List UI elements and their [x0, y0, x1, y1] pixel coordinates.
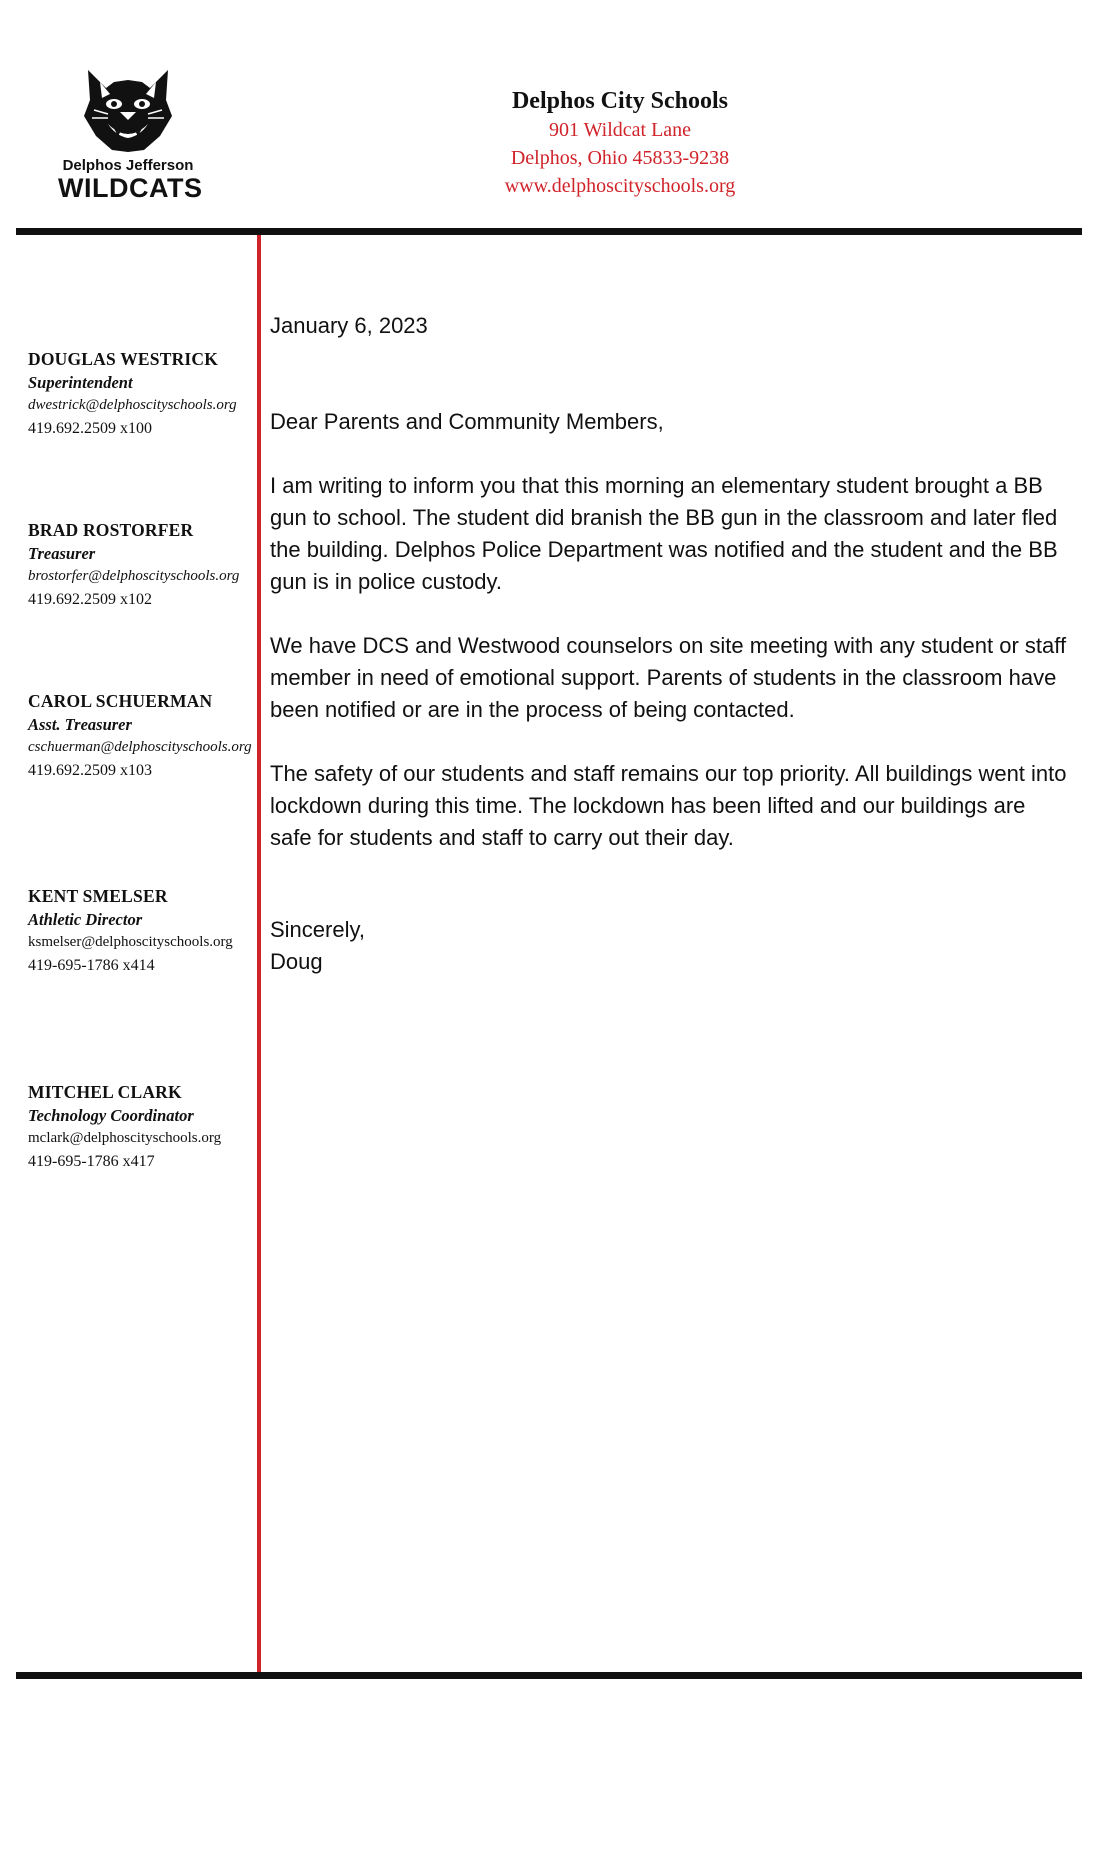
staff-name: MITCHEL CLARK	[28, 1082, 182, 1102]
staff-entry	[28, 689, 258, 783]
paragraph-text: I am writing to inform you that this morning an elementary student brought a BB gun to school. The student did branish the BB gun in the classroom and later fled the building. Delphos Police Department was notified and the student and the BB gun is in police custody.	[270, 473, 1058, 594]
date-text: January 6, 2023	[270, 313, 428, 338]
district-name: Delphos City Schools	[511, 88, 729, 114]
staff-phone: 419-695-1786 x417	[28, 1153, 155, 1170]
staff-title: Technology Coordinator	[28, 1106, 194, 1125]
staff-email: ksmelser@delphoscityschools.org	[28, 934, 233, 950]
signature-text: Doug	[270, 949, 323, 974]
district-address-city: Delphos, Ohio 45833-9238	[510, 147, 730, 169]
staff-entry	[28, 347, 258, 441]
staff-name: CAROL SCHUERMAN	[28, 691, 213, 711]
district-address-street: 901 Wildcat Lane	[548, 119, 692, 141]
staff-phone: 419.692.2509 x102	[28, 591, 152, 608]
staff-title: Athletic Director	[28, 910, 143, 929]
staff-phone: 419.692.2509 x103	[28, 762, 152, 779]
paragraph-text: We have DCS and Westwood counselors on site meeting with any student or staff member in need of emotional support. Parents of students in the classroom have been notified or are in the process of being contacted.	[270, 633, 1067, 722]
staff-entry	[28, 518, 258, 612]
wildcat-head-icon	[80, 66, 176, 154]
letter-paragraph	[270, 758, 1070, 854]
staff-name: KENT SMELSER	[28, 886, 168, 906]
letter-date	[270, 310, 1070, 342]
letter-paragraph	[270, 470, 1070, 598]
letter-salutation	[270, 406, 1070, 438]
staff-title: Asst. Treasurer	[28, 715, 132, 734]
staff-email: mclark@delphoscityschools.org	[28, 1130, 222, 1146]
paragraph-text: The safety of our students and staff remains our top priority. All buildings went into lockdown during this time. The lockdown has been lifted and our buildings are safe for students and staff to carry out their day.	[270, 761, 1067, 850]
staff-entry	[28, 884, 258, 978]
staff-title: Superintendent	[28, 373, 133, 392]
letterhead	[440, 86, 800, 200]
staff-title: Treasurer	[28, 544, 96, 563]
staff-email: dwestrick@delphoscityschools.org	[28, 397, 237, 413]
closing-text: Sincerely,	[270, 917, 365, 942]
staff-name: DOUGLAS WESTRICK	[28, 349, 219, 369]
staff-email: cschuerman@delphoscityschools.org	[28, 739, 252, 755]
bottom-divider	[16, 1672, 1082, 1679]
logo-subtitle: Delphos Jefferson	[62, 157, 194, 174]
staff-entry	[28, 1080, 258, 1174]
letter-closing	[270, 914, 1070, 978]
top-divider	[16, 228, 1082, 235]
staff-phone: 419-695-1786 x414	[28, 957, 155, 974]
district-website: www.delphoscityschools.org	[504, 175, 736, 197]
staff-email: brostorfer@delphoscityschools.org	[28, 568, 240, 584]
school-logo	[58, 66, 203, 203]
staff-phone: 419.692.2509 x100	[28, 420, 152, 437]
salutation-text: Dear Parents and Community Members,	[270, 409, 664, 434]
letter-paragraph	[270, 630, 1070, 726]
logo-title: WILDCATS	[58, 173, 203, 203]
staff-name: BRAD ROSTORFER	[28, 520, 194, 540]
